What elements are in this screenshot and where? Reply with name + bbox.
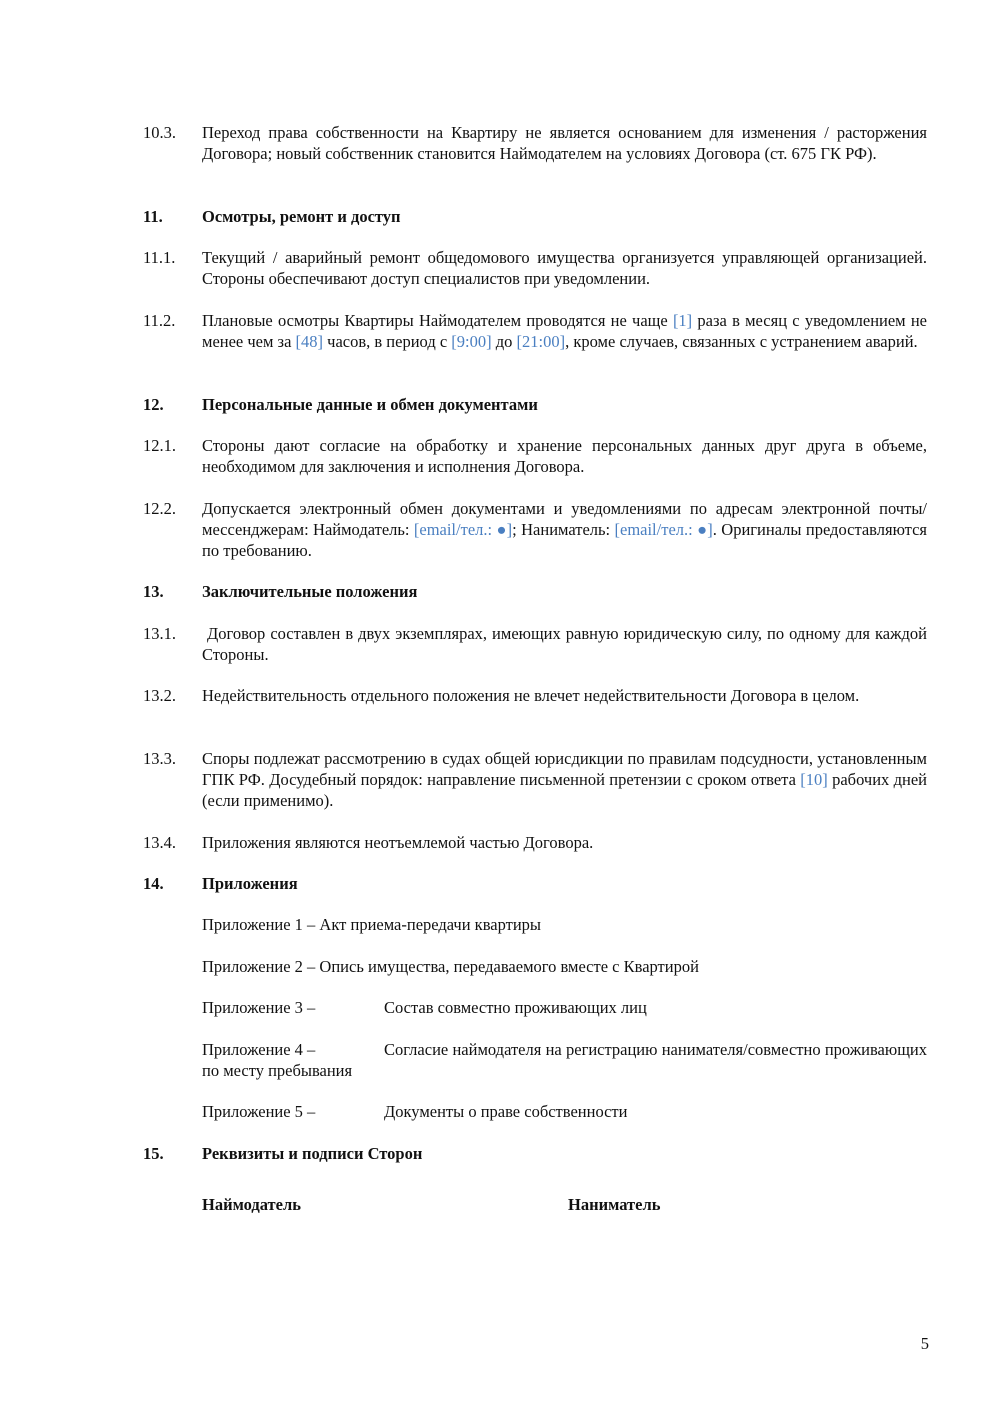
appendix-title: Согласие наймодателя на регистрацию нанимателя/совместно проживающих по месту пребывания xyxy=(202,1040,927,1080)
clause-number: 13.2. xyxy=(143,686,176,705)
section-number: 11. xyxy=(143,207,163,226)
placeholder-field: [21:00] xyxy=(516,332,566,351)
section-title: Персональные данные и обмен документами xyxy=(202,395,538,414)
appendix-label: Приложение 3 – xyxy=(202,998,316,1017)
appendix-text xyxy=(202,997,927,1018)
text-run: часов, в период с xyxy=(323,332,452,351)
text-run: рабочих дней (если применимо). xyxy=(202,770,927,810)
appendix-text xyxy=(202,956,927,977)
text-run: Допускается электронный обмен документами и уведомлениями по адресам электронной почты/мессенджерам: Наймодатель: xyxy=(202,499,927,539)
clause-text: Приложения являются неотъемлемой частью Договора. xyxy=(202,833,594,852)
placeholder-field: [48] xyxy=(295,332,324,351)
appendix-text xyxy=(202,1039,927,1081)
clause-number: 13.3. xyxy=(143,749,176,768)
clause-number: 10.3. xyxy=(143,123,176,142)
clause-text xyxy=(202,498,927,561)
appendix-label: Приложение 5 – xyxy=(202,1102,316,1121)
clause-text: Стороны дают согласие на обработку и хранение персональных данных друг друга в объеме, необходимом для заключения и исполнения Договора. xyxy=(202,436,927,476)
clause-number: 12.2. xyxy=(143,499,176,518)
page-number: 5 xyxy=(920,1334,929,1353)
clause-number: 11.2. xyxy=(143,311,176,330)
text-run: раза в месяц с уведомлением не менее чем за xyxy=(202,311,928,351)
placeholder-field: [9:00] xyxy=(451,332,492,351)
appendix-title: Документы о праве собственности xyxy=(384,1102,628,1121)
text-run: до xyxy=(491,332,517,351)
text-run: Плановые осмотры Квартиры Наймодателем проводятся не чаще xyxy=(202,311,673,330)
appendix-title: Состав совместно проживающих лиц xyxy=(384,998,647,1017)
clause-number: 11.1. xyxy=(143,248,176,267)
appendix-label: Приложение 4 – xyxy=(202,1040,316,1059)
clause-number: 13.4. xyxy=(143,833,176,852)
signature-landlord-label: Наймодатель xyxy=(202,1195,301,1214)
placeholder-field: [email/тел.: ●] xyxy=(614,520,713,539)
section-title: Реквизиты и подписи Сторон xyxy=(202,1144,423,1163)
clause-text: Договор составлен в двух экземплярах, имеющих равную юридическую силу, по одному для каждой Стороны. xyxy=(202,624,932,664)
clause-number: 12.1. xyxy=(143,436,176,455)
placeholder-field: [1] xyxy=(672,311,693,330)
clause-text: Недействительность отдельного положения не влечет недействительности Договора в целом. xyxy=(202,686,860,705)
clause-text: Переход права собственности на Квартиру не является основанием для изменения / расторжения Договора; новый собственник становится Наймодателем на условиях Договора (ст. 675 ГК РФ). xyxy=(202,123,927,163)
section-number: 13. xyxy=(143,582,164,601)
clause-text xyxy=(202,310,927,352)
text-run: ; Наниматель: xyxy=(512,520,615,539)
text-run: Споры подлежат рассмотрению в судах общей юрисдикции по правилам подсудности, установленным ГПК РФ. Досудебный порядок: направление письменной претензии с сроком ответа xyxy=(202,749,927,789)
appendix-text xyxy=(202,914,927,935)
placeholder-field: [10] xyxy=(800,770,828,789)
appendix-label: Приложение 1 – Акт приема-передачи квартиры xyxy=(202,915,542,934)
section-title: Заключительные положения xyxy=(202,582,418,601)
signature-tenant-label: Наниматель xyxy=(568,1195,661,1214)
text-run: . Оригиналы предоставляются по требованию. xyxy=(202,520,928,560)
clause-text xyxy=(202,748,927,811)
section-title: Приложения xyxy=(202,874,298,893)
appendix-label: Приложение 2 – Опись имущества, передаваемого вместе с Квартирой xyxy=(202,957,699,976)
text-run: , кроме случаев, связанных с устранением аварий. xyxy=(565,332,918,351)
section-number: 15. xyxy=(143,1144,164,1163)
section-number: 14. xyxy=(143,874,164,893)
clause-number: 13.1. xyxy=(143,624,176,643)
section-number: 12. xyxy=(143,395,164,414)
clause-text: Текущий / аварийный ремонт общедомового имущества организуется управляющей организацией. Стороны обеспечивают доступ специалистов при уведомлении. xyxy=(202,248,927,288)
section-title: Осмотры, ремонт и доступ xyxy=(202,207,401,226)
appendix-text xyxy=(202,1101,927,1122)
placeholder-field: [email/тел.: ●] xyxy=(413,520,513,539)
